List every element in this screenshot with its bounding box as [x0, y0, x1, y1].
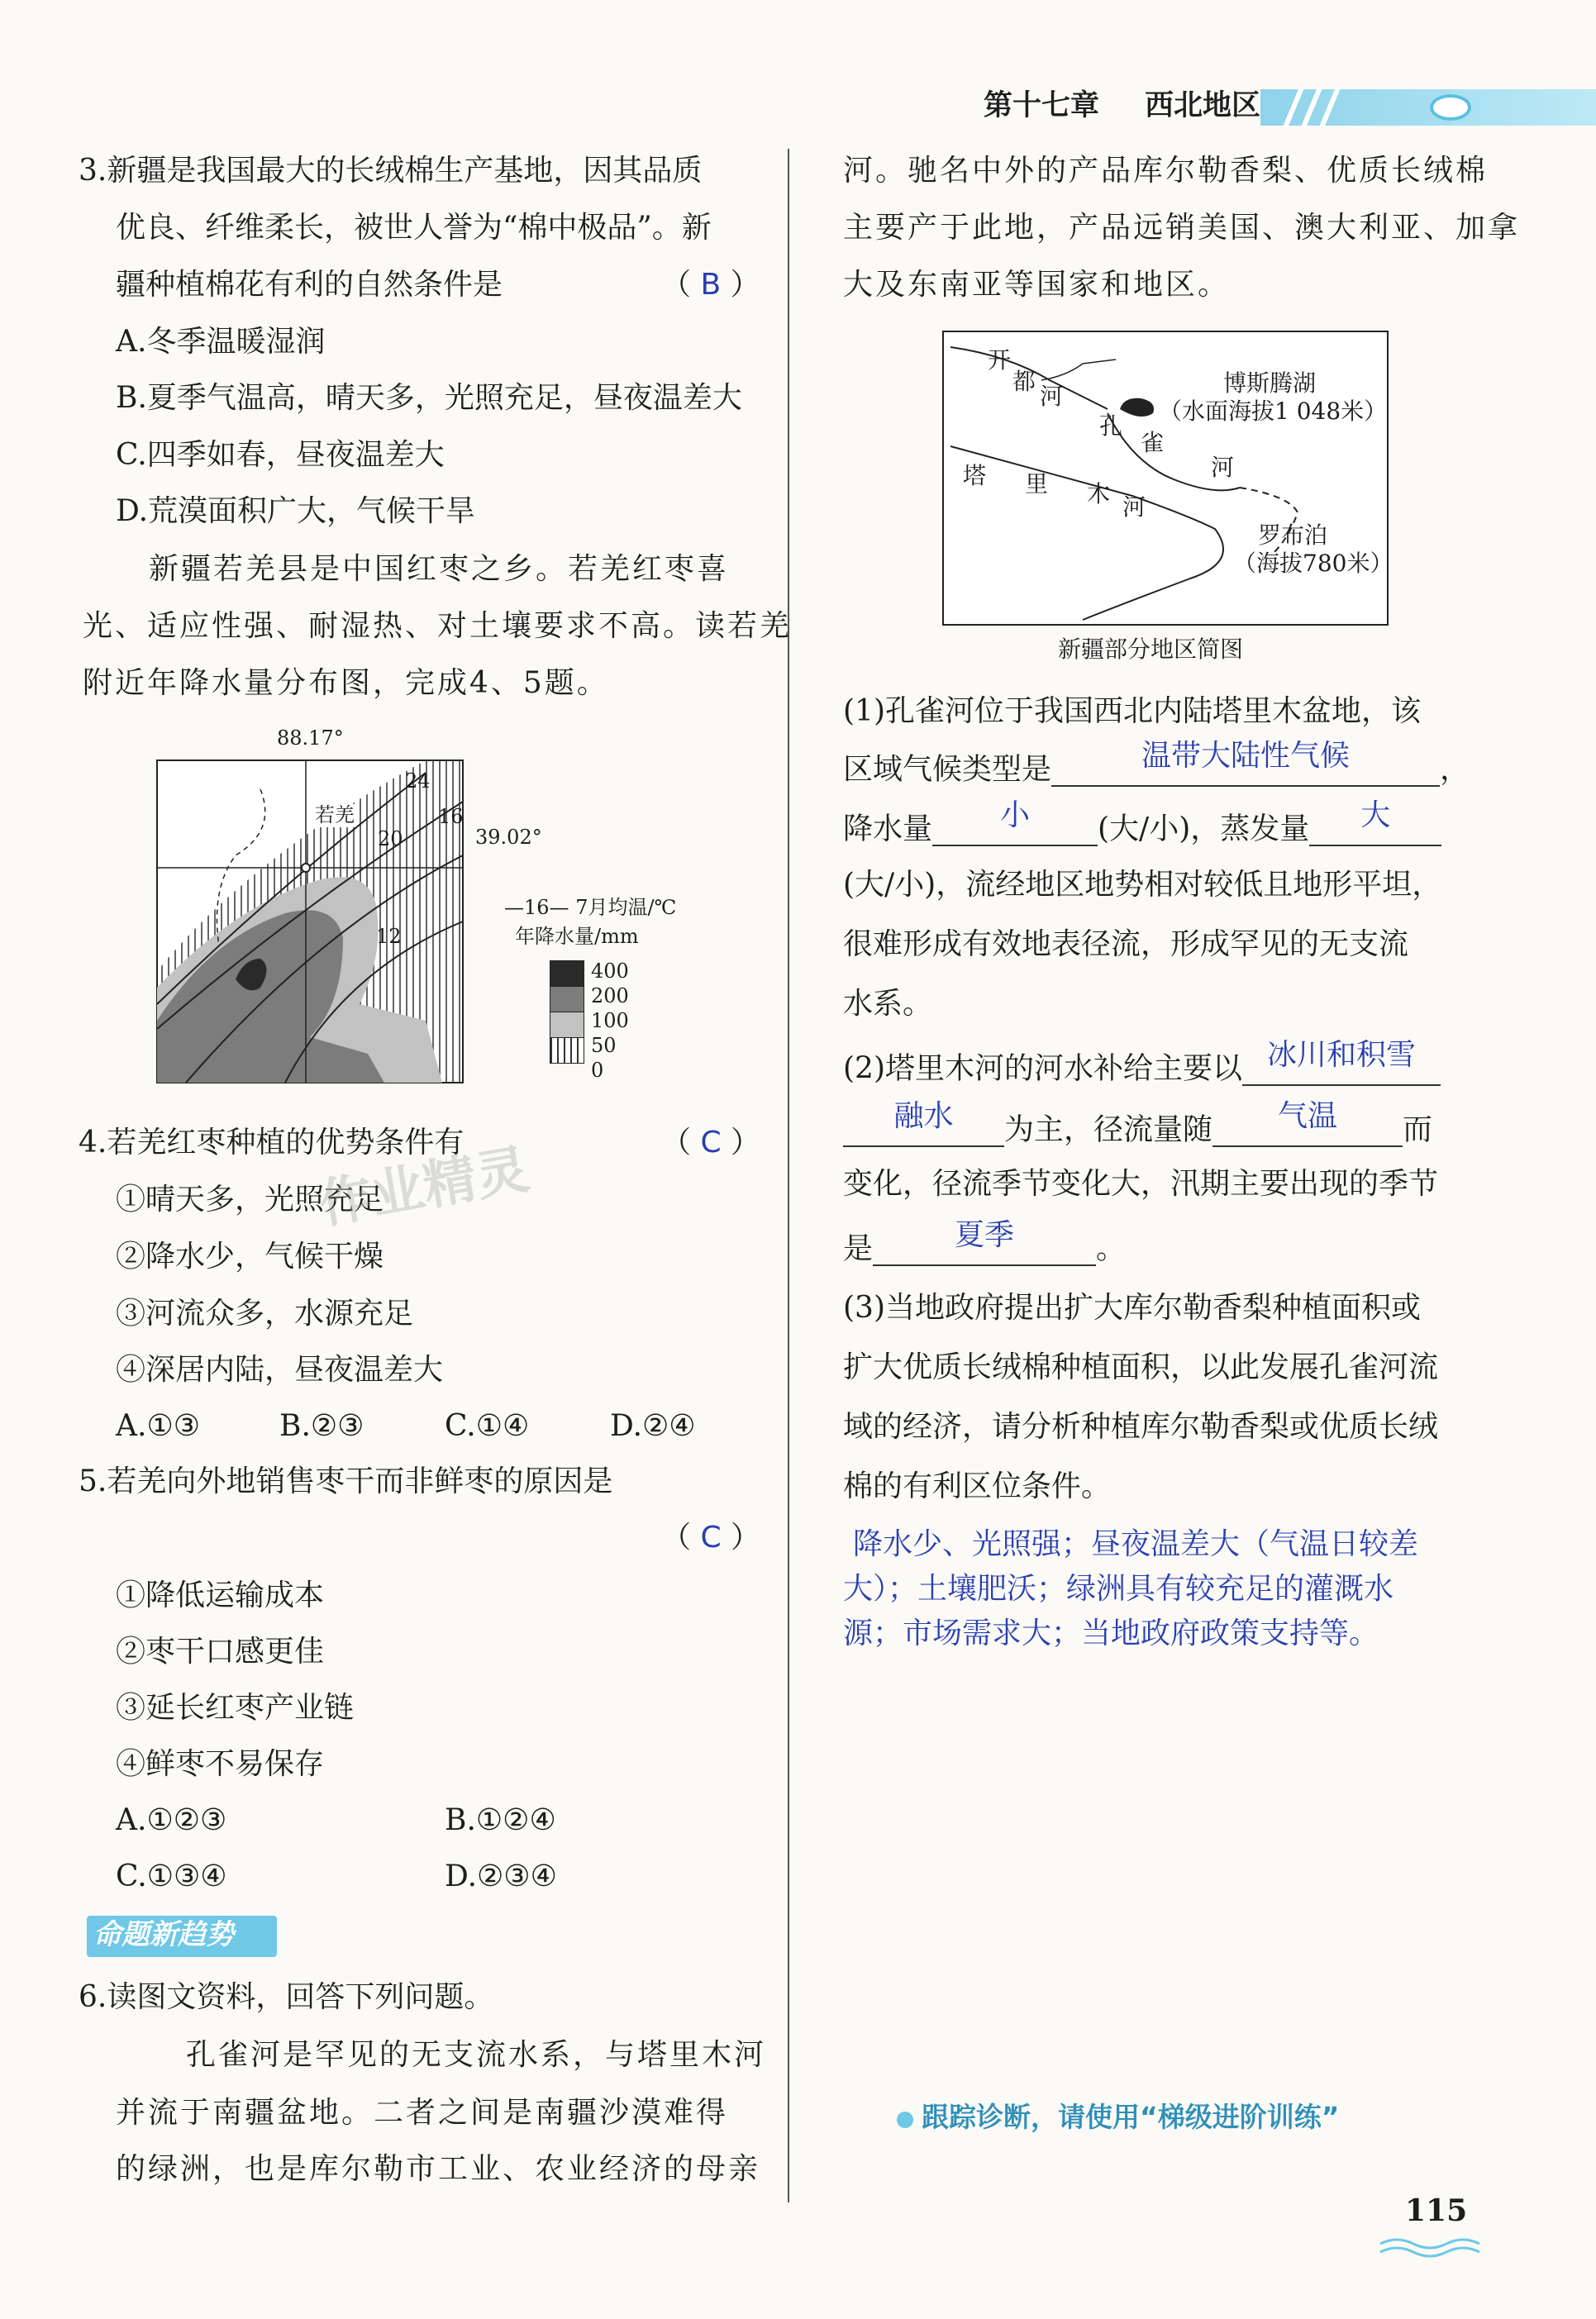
chapter-title: 西北地区	[1145, 89, 1261, 122]
map1-isotherm-24: 24	[405, 769, 431, 793]
q3-line-2: 优良、纤维柔长，被世人誉为“棉中极品”。新	[116, 211, 712, 245]
chapter-number: 第十七章	[984, 89, 1100, 122]
page-number: 115	[1405, 2193, 1468, 2228]
q6-para-3: 的绿洲，也是库尔勒市工业、农业经济的母亲	[116, 2152, 761, 2186]
q5-stem: 5.若羌向外地销售枣干而非鲜枣的原因是	[79, 1464, 613, 1498]
answer-runoff-factor: 气温	[1278, 1099, 1338, 1133]
sub1-line-3: 降水量 小 (大/小)，蒸发量 大	[843, 807, 1441, 846]
q3-answer: B	[700, 268, 722, 302]
map1-legend-100: 100	[591, 1009, 629, 1032]
q4-answer: C	[700, 1126, 722, 1160]
q5-item-2: ②枣干口感更佳	[116, 1635, 325, 1669]
intro-line-1: 新疆若羌县是中国红枣之乡。若羌红枣喜	[149, 552, 730, 586]
watermark: 作业精灵	[314, 1138, 534, 1236]
sub2-line-2: 融水 为主，径流量随 气温 而	[843, 1107, 1432, 1147]
lake-name: 博斯腾湖	[1223, 369, 1317, 397]
sub3-line-1: (3)当地政府提出扩大库尔勒香梨种植面积或	[843, 1291, 1421, 1325]
kaidu-char-3: 河	[1040, 383, 1064, 410]
section-label-box	[87, 1916, 277, 1957]
q5-item-4: ④鲜枣不易保存	[116, 1747, 325, 1781]
answer-supply-1: 冰川和积雪	[1266, 1038, 1416, 1072]
kongque-char-3: 河	[1211, 454, 1235, 481]
answer-supply-2: 融水	[893, 1099, 954, 1133]
map1-isotherm-16: 16	[438, 805, 464, 828]
sub1-line-6: 水系。	[843, 987, 933, 1021]
footer-note-text: 跟踪诊断，请使用“梯级进阶训练”	[922, 2101, 1340, 2133]
q5-item-1: ①降低运输成本	[116, 1579, 325, 1612]
header-logo-icon	[1430, 94, 1471, 121]
map1-isotherm-20: 20	[378, 827, 403, 850]
tarim-char-4: 河	[1122, 493, 1146, 521]
map1-legend-isotherm: —16— 7月均温/℃	[504, 896, 677, 919]
q5-option-c: C.①③④	[116, 1859, 227, 1893]
map1-longitude: 88.17°	[277, 726, 344, 750]
kaidu-char-1: 开	[988, 346, 1012, 374]
sub1-line-1: (1)孔雀河位于我国西北内陆塔里木盆地，该	[843, 694, 1421, 728]
kaidu-char-2: 都	[1012, 368, 1036, 395]
q5-answer-bracket: （ C ）	[661, 1521, 761, 1555]
q5-option-b: B.①②④	[445, 1803, 556, 1837]
map1-legend-200: 200	[591, 984, 629, 1007]
q4-option-c: C.①④	[445, 1409, 530, 1443]
q4-item-1: ①晴天多，光照充足	[116, 1183, 384, 1217]
sub2-line-4: 是 夏季 。	[843, 1218, 1127, 1266]
lop-elevation: （海拔780米）	[1233, 550, 1394, 577]
cont-line-3: 大及东南亚等国家和地区。	[843, 268, 1231, 302]
map1-place-ruoqiang: 若羌	[315, 803, 355, 826]
q6-stem: 6.读图文资料，回答下列问题。	[79, 1980, 494, 2014]
sub3-line-3: 域的经济，请分析种植库尔勒香梨或优质长绒	[843, 1410, 1439, 1444]
answer-evaporation: 大	[1360, 798, 1391, 832]
map1-legend-50: 50	[591, 1034, 617, 1057]
cont-line-1: 河。驰名中外的产品库尔勒香梨、优质长绒棉	[843, 154, 1489, 188]
footer-bullet-icon	[897, 2112, 913, 2128]
xinjiang-map-figure	[942, 331, 1389, 628]
q3-line-1: 3.新疆是我国最大的长绒棉生产基地，因其品质	[79, 154, 703, 188]
lake-elevation: （水面海拔1 048米）	[1159, 398, 1388, 425]
answer-precipitation: 小	[1000, 798, 1031, 832]
sub3-line-4: 棉的有利区位条件。	[843, 1469, 1112, 1503]
q4-option-d: D.②④	[610, 1409, 696, 1443]
q4-answer-bracket: （ C ）	[661, 1126, 761, 1160]
cont-line-2: 主要产于此地，产品远销美国、澳大利亚、加拿	[843, 211, 1521, 245]
map1-legend-400: 400	[591, 960, 629, 983]
q5-item-3: ③延长红枣产业链	[116, 1691, 355, 1725]
sub3-line-2: 扩大优质长绒棉种植面积，以此发展孔雀河流	[843, 1350, 1439, 1384]
sub3-answer-line-2: 大）；土壤肥沃；绿洲具有较充足的灌溉水	[843, 1572, 1394, 1606]
answer-climate-type: 温带大陆性气候	[1141, 739, 1351, 773]
q4-option-a: A.①③	[116, 1409, 200, 1443]
kongque-char-2: 雀	[1141, 429, 1165, 456]
tarim-char-1: 塔	[963, 462, 987, 489]
q6-para-2: 并流于南疆盆地。二者之间是南疆沙漠难得	[116, 2096, 729, 2130]
lop-name: 罗布泊	[1258, 521, 1328, 549]
q4-stem: 4.若羌红枣种植的优势条件有	[79, 1126, 465, 1160]
q4-item-3: ③河流众多，水源充足	[116, 1297, 414, 1331]
column-divider	[788, 149, 789, 2202]
intro-line-2: 光、适应性强、耐湿热、对土壤要求不高。读若羌	[83, 609, 793, 643]
sub1-line-4: (大/小)，流经地区地势相对较低且地形平坦，	[843, 868, 1442, 902]
intro-line-3: 附近年降水量分布图，完成4、5题。	[83, 666, 609, 700]
q4-item-2: ②降水少，气候干燥	[116, 1240, 384, 1274]
map1-latitude: 39.02°	[475, 826, 542, 849]
map2-caption: 新疆部分地区简图	[1058, 636, 1244, 663]
map1-isotherm-12: 12	[376, 925, 402, 948]
xinjiang-map	[942, 331, 1394, 669]
map1-legend-precip: 年降水量/mm	[515, 925, 639, 948]
page-header	[963, 83, 1596, 131]
header-stripes	[1277, 83, 1351, 131]
q3-option-c: C.四季如春，昼夜温差大	[116, 438, 445, 472]
precipitation-map-figure	[153, 756, 467, 1087]
page-number-wave-icon	[1376, 2236, 1492, 2260]
q5-answer: C	[700, 1521, 722, 1555]
q3-line-3: 疆种植棉花有利的自然条件是	[116, 268, 503, 302]
q3-option-d: D.荒漠面积广大，气候干旱	[116, 494, 476, 528]
q5-option-a: A.①②③	[116, 1803, 227, 1837]
map1-legend-swatches	[550, 960, 584, 1064]
sub3-answer-line-3: 源；市场需求大；当地政府政策支持等。	[843, 1617, 1379, 1650]
tarim-char-2: 里	[1025, 470, 1049, 498]
sub1-line-5: 很难形成有效地表径流，形成罕见的无支流	[843, 927, 1409, 961]
sub3-answer-line-1: 降水少、光照强；昼夜温差大（气温日较差	[853, 1527, 1419, 1561]
q4-item-4: ④深居内陆，昼夜温差大	[116, 1353, 444, 1387]
sub2-line-1: (2)塔里木河的河水补给主要以 冰川和积雪	[843, 1046, 1441, 1086]
q3-answer-bracket: （ B ）	[661, 268, 760, 302]
map1-legend-0: 0	[591, 1059, 604, 1082]
q6-para-1: 孔雀河是罕见的无支流水系，与塔里木河	[186, 2038, 767, 2072]
q3-option-a: A.冬季温暖湿润	[116, 325, 326, 359]
q4-option-b: B.②③	[279, 1409, 364, 1443]
sub1-line-2: 区域气候类型是 温带大陆性气候 ，	[843, 739, 1470, 787]
precipitation-map	[153, 727, 748, 1091]
section-label: 命题新趋势	[93, 1918, 234, 1951]
sub2-line-3: 变化，径流季节变化大，汛期主要出现的季节	[843, 1167, 1439, 1201]
q5-option-d: D.②③④	[445, 1859, 557, 1893]
kongque-char-1: 孔	[1099, 412, 1123, 440]
answer-flood-season: 夏季	[955, 1218, 1015, 1252]
tarim-char-3: 木	[1087, 480, 1111, 507]
q3-option-b: B.夏季气温高，晴天多，光照充足，昼夜温差大	[116, 381, 742, 415]
